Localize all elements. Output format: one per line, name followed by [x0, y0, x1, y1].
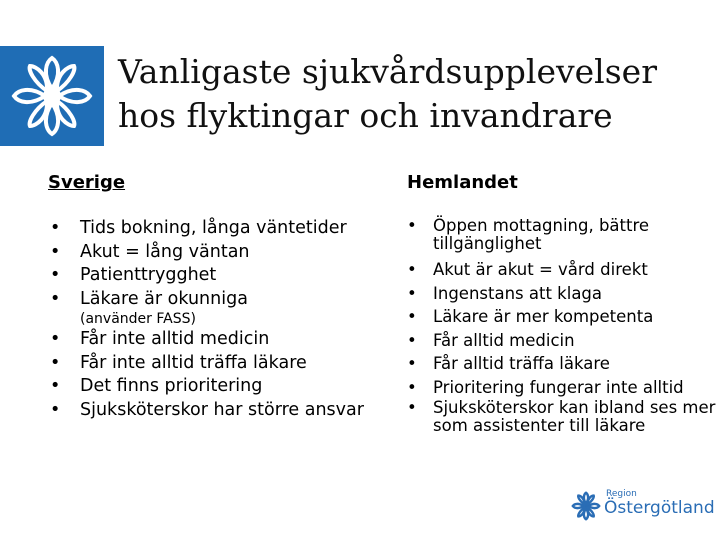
list-item: • Tids bokning, långa väntetider — [50, 217, 364, 241]
slide-title — [118, 50, 708, 138]
right-bullet-list — [407, 217, 718, 440]
list-item: • Får alltid medicin — [407, 329, 718, 353]
region-ostergotland-logo — [570, 488, 715, 524]
list-item: • Får inte alltid medicin — [50, 328, 364, 352]
logo-region-text: Region — [606, 489, 637, 499]
brand-logo-block — [0, 46, 104, 146]
left-bullet-list — [50, 217, 364, 422]
list-item: • Det finns prioritering — [50, 375, 364, 399]
list-item: • Läkare är okunniga — [50, 288, 364, 312]
list-item: • Akut = lång väntan — [50, 241, 364, 265]
list-item-note: (använder FASS) — [80, 311, 196, 327]
list-item: • Patienttrygghet — [50, 264, 364, 288]
right-column-heading: Hemlandet — [407, 172, 518, 193]
flower-icon — [6, 52, 98, 140]
list-item: • Sjuksköterskor har större ansvar — [50, 399, 364, 423]
list-item: • Får alltid träffa läkare — [407, 352, 718, 376]
left-column-heading: Sverige — [48, 172, 126, 193]
logo-name-text: Östergötland — [604, 498, 715, 518]
flower-icon — [570, 490, 602, 522]
list-item: • Får inte alltid träffa läkare — [50, 352, 364, 376]
list-item: • Sjuksköterskor kan ibland ses mer som assistenter till läkare — [407, 399, 718, 435]
list-item: • Akut är akut = vård direkt — [407, 258, 718, 282]
list-item: • Prioritering fungerar inte alltid — [407, 376, 718, 400]
slide-title-line-1: Vanligaste sjukvårdsupplevelser — [118, 52, 657, 91]
list-item: • Ingenstans att klaga — [407, 282, 718, 306]
slide-title-line-2: hos flyktingar och invandrare — [118, 96, 613, 135]
list-item: • Läkare är mer kompetenta — [407, 305, 718, 329]
list-item: • Öppen mottagning, bättre tillgänglighet — [407, 217, 718, 253]
